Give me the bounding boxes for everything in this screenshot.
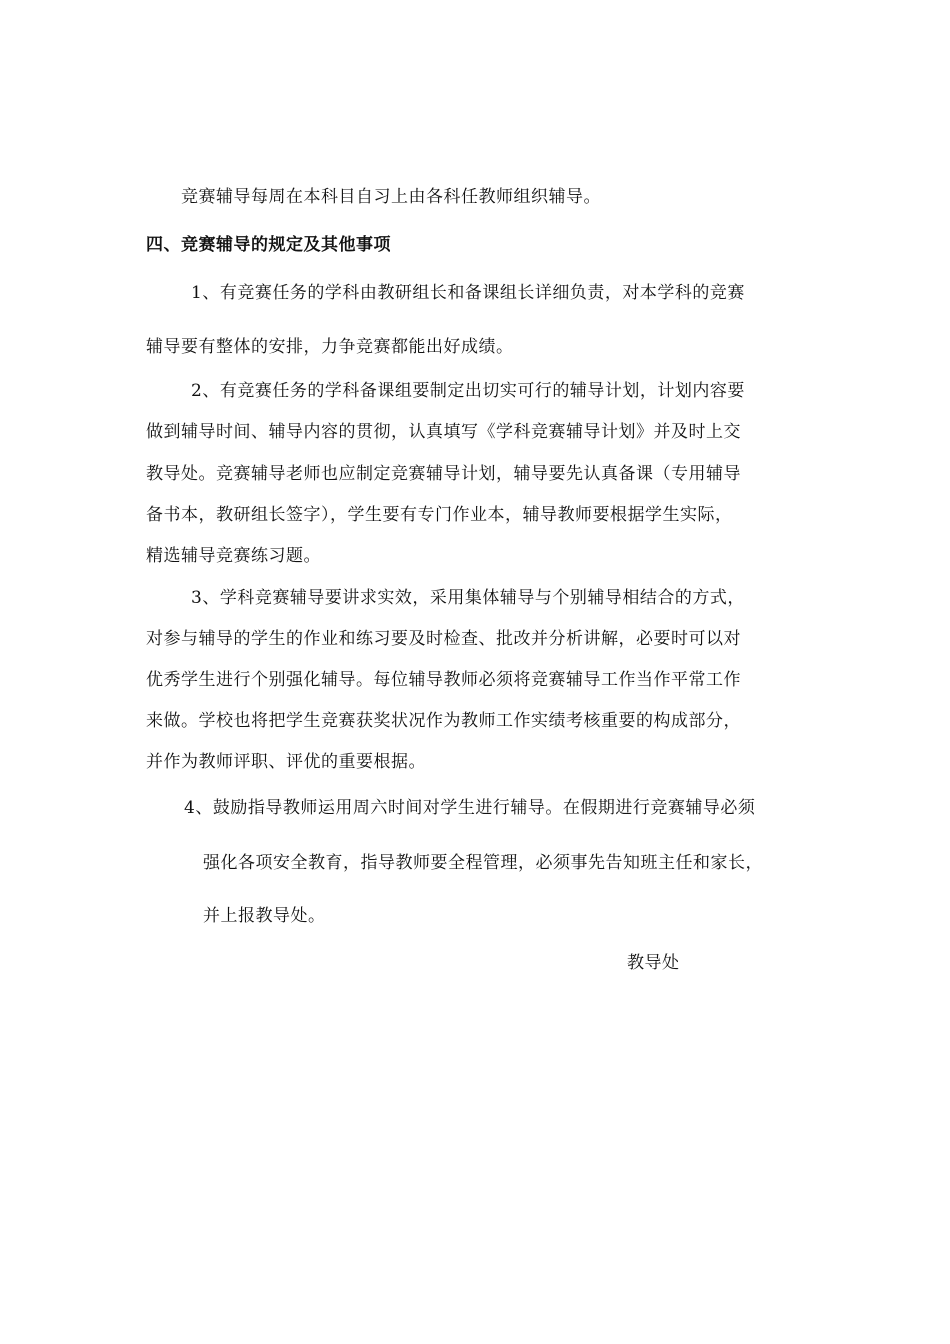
item3-line-3: 优秀学生进行个别强化辅导。每位辅导教师必须将竞赛辅导工作当作平常工作 xyxy=(146,670,741,690)
item4-line-2: 强化各项安全教育，指导教师要全程管理，必须事先告知班主任和家长， xyxy=(203,853,763,873)
item3-line-1: 3、学科竞赛辅导要讲求实效，采用集体辅导与个别辅导相结合的方式， xyxy=(191,588,745,608)
item3-line-5: 并作为教师评职、评优的重要根据。 xyxy=(146,752,426,772)
item2-line-5: 精选辅导竞赛练习题。 xyxy=(146,546,321,566)
item2-line-4: 备书本，教研组长签字），学生要有专门作业本，辅导教师要根据学生实际， xyxy=(146,505,733,525)
item4-line-3: 并上报教导处。 xyxy=(203,906,326,926)
item2-line-2: 做到辅导时间、辅导内容的贯彻，认真填写《学科竞赛辅导计划》并及时上交 xyxy=(146,422,741,442)
signature: 教导处 xyxy=(627,953,680,973)
item3-line-2: 对参与辅导的学生的作业和练习要及时检查、批改并分析讲解，必要时可以对 xyxy=(146,629,741,649)
item1-line-2: 辅导要有整体的安排，力争竞赛都能出好成绩。 xyxy=(146,337,514,357)
item3-line-4: 来做。学校也将把学生竞赛获奖状况作为教师工作实绩考核重要的构成部分， xyxy=(146,711,741,731)
item1-line-1: 1、有竞赛任务的学科由教研组长和备课组长详细负责，对本学科的竞赛 xyxy=(191,283,745,303)
intro-paragraph: 竞赛辅导每周在本科目自习上由各科任教师组织辅导。 xyxy=(181,187,601,207)
item2-line-1: 2、有竞赛任务的学科备课组要制定出切实可行的辅导计划，计划内容要 xyxy=(191,381,745,401)
item4-line-1: 4、鼓励指导教师运用周六时间对学生进行辅导。在假期进行竞赛辅导必须 xyxy=(184,798,756,818)
section-heading: 四、竞赛辅导的规定及其他事项 xyxy=(146,235,391,255)
item2-line-3: 教导处。竞赛辅导老师也应制定竞赛辅导计划，辅导要先认真备课（专用辅导 xyxy=(146,464,741,484)
